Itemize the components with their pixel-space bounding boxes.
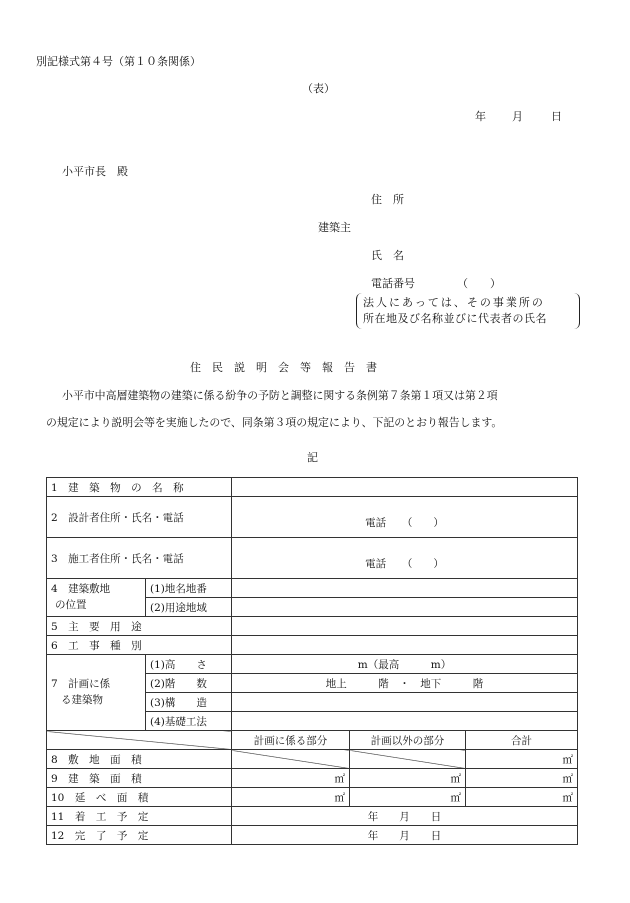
structure-field[interactable] [232,693,578,712]
foundation-label: (4)基礎工法 [146,712,232,731]
table-row [47,750,578,769]
table-row [47,636,578,655]
unit-sqm: ㎡ [334,791,345,804]
zoning-label: (2)用途地域 [146,598,232,617]
site-location-head-line1: 4 建築敷地 [51,582,111,595]
building-area-other-field[interactable] [350,769,466,788]
site-area-label: 8 敷 地 面 積 [47,750,232,769]
col-total-header: 合計 [466,731,578,750]
phone-parens: （ ） [457,277,501,290]
contractor-phone-label: 電話 （ ） [365,557,444,570]
unit-sqm: ㎡ [334,772,345,785]
zoning-field[interactable] [232,598,578,617]
table-row [47,731,578,750]
building-area-total-field[interactable] [466,769,578,788]
start-date-label: 11 着 工 予 定 [47,807,232,826]
unit-sqm: ㎡ [562,772,573,785]
form-side-label: （表） [302,82,335,95]
col-plan-header: 計画に係る部分 [232,731,350,750]
table-row [47,478,578,497]
main-use-label: 5 主 要 用 途 [47,617,232,636]
report-table [46,477,578,845]
table-row [47,538,578,579]
site-area-other-diagonal [350,750,466,769]
floor-area-label: 10 延 べ 面 積 [47,788,232,807]
floor-area-plan-field[interactable] [232,788,350,807]
height-value-text: m（最高 m） [357,658,452,671]
work-type-field[interactable] [232,636,578,655]
date-year-label: 年 [475,110,486,123]
building-name-label: 1 建 築 物 の 名 称 [47,478,232,497]
contractor-label: 3 施工者住所・氏名・電話 [47,538,232,579]
owner-role-label: 建築主 [318,221,351,234]
completion-date-field[interactable] [232,826,578,845]
date-month-label: 月 [512,110,523,123]
contractor-field[interactable] [232,538,578,579]
floors-field[interactable] [232,674,578,693]
date-day-label: 日 [551,110,562,123]
height-label: (1)高 さ [146,655,232,674]
planned-building-head [47,655,146,731]
floors-label: (2)階 数 [146,674,232,693]
table-row [47,807,578,826]
floor-area-other-field[interactable] [350,788,466,807]
building-area-plan-field[interactable] [232,769,350,788]
table-row [47,826,578,845]
table-row [47,769,578,788]
body-text-line1: 小平市中高層建築物の建築に係る紛争の予防と調整に関する条例第７条第１項又は第２項 [62,389,498,402]
address-label: 住 所 [371,193,404,206]
floors-value-text: 地上 階 ・ 地下 階 [325,677,484,690]
name-label: 氏 名 [371,249,404,262]
planned-building-head-line1: 7 計画に係 [51,677,111,690]
main-use-field[interactable] [232,617,578,636]
building-name-field[interactable] [232,478,578,497]
document-title: 住 民 説 明 会 等 報 告 書 [190,361,377,374]
phone-label: 電話番号 [371,277,415,290]
start-date-field[interactable] [232,807,578,826]
work-type-label: 6 工 事 種 別 [47,636,232,655]
lot-number-field[interactable] [232,579,578,598]
table-row [47,579,578,598]
col-other-header: 計画以外の部分 [350,731,466,750]
site-area-plan-diagonal [232,750,350,769]
height-field[interactable] [232,655,578,674]
unit-sqm: ㎡ [562,753,573,766]
form-number: 別記様式第４号（第１０条関係） [36,55,201,68]
addressee: 小平市長 殿 [62,165,128,178]
corporation-note-line2: 所在地及び名称並びに代表者の氏名 [363,312,547,325]
planned-building-head-line2: る建築物 [61,693,103,706]
table-row [47,617,578,636]
designer-phone-label: 電話 （ ） [365,516,444,529]
table-row [47,788,578,807]
ki-heading: 記 [307,451,318,464]
foundation-field[interactable] [232,712,578,731]
structure-label: (3)構 造 [146,693,232,712]
completion-date-label: 12 完 了 予 定 [47,826,232,845]
floor-area-total-field[interactable] [466,788,578,807]
site-location-head [47,579,146,617]
corporation-note-line1: 法人にあっては、その事業所の [363,296,545,309]
site-location-head-line2: の位置 [55,598,87,611]
area-header-diagonal-cell [47,731,232,750]
table-row [47,655,578,674]
unit-sqm: ㎡ [562,791,573,804]
unit-sqm: ㎡ [450,772,461,785]
body-text-line2: の規定により説明会等を実施したので、同条第３項の規定により、下記のとおり報告します。 [46,416,503,429]
designer-label: 2 設計者住所・氏名・電話 [47,497,232,538]
designer-field[interactable] [232,497,578,538]
unit-sqm: ㎡ [450,791,461,804]
lot-number-label: (1)地名地番 [146,579,232,598]
start-date-ymd: 年 月 日 [367,810,442,823]
building-area-label: 9 建 築 面 積 [47,769,232,788]
completion-date-ymd: 年 月 日 [367,829,442,842]
table-row [47,497,578,538]
site-area-total-field[interactable] [466,750,578,769]
